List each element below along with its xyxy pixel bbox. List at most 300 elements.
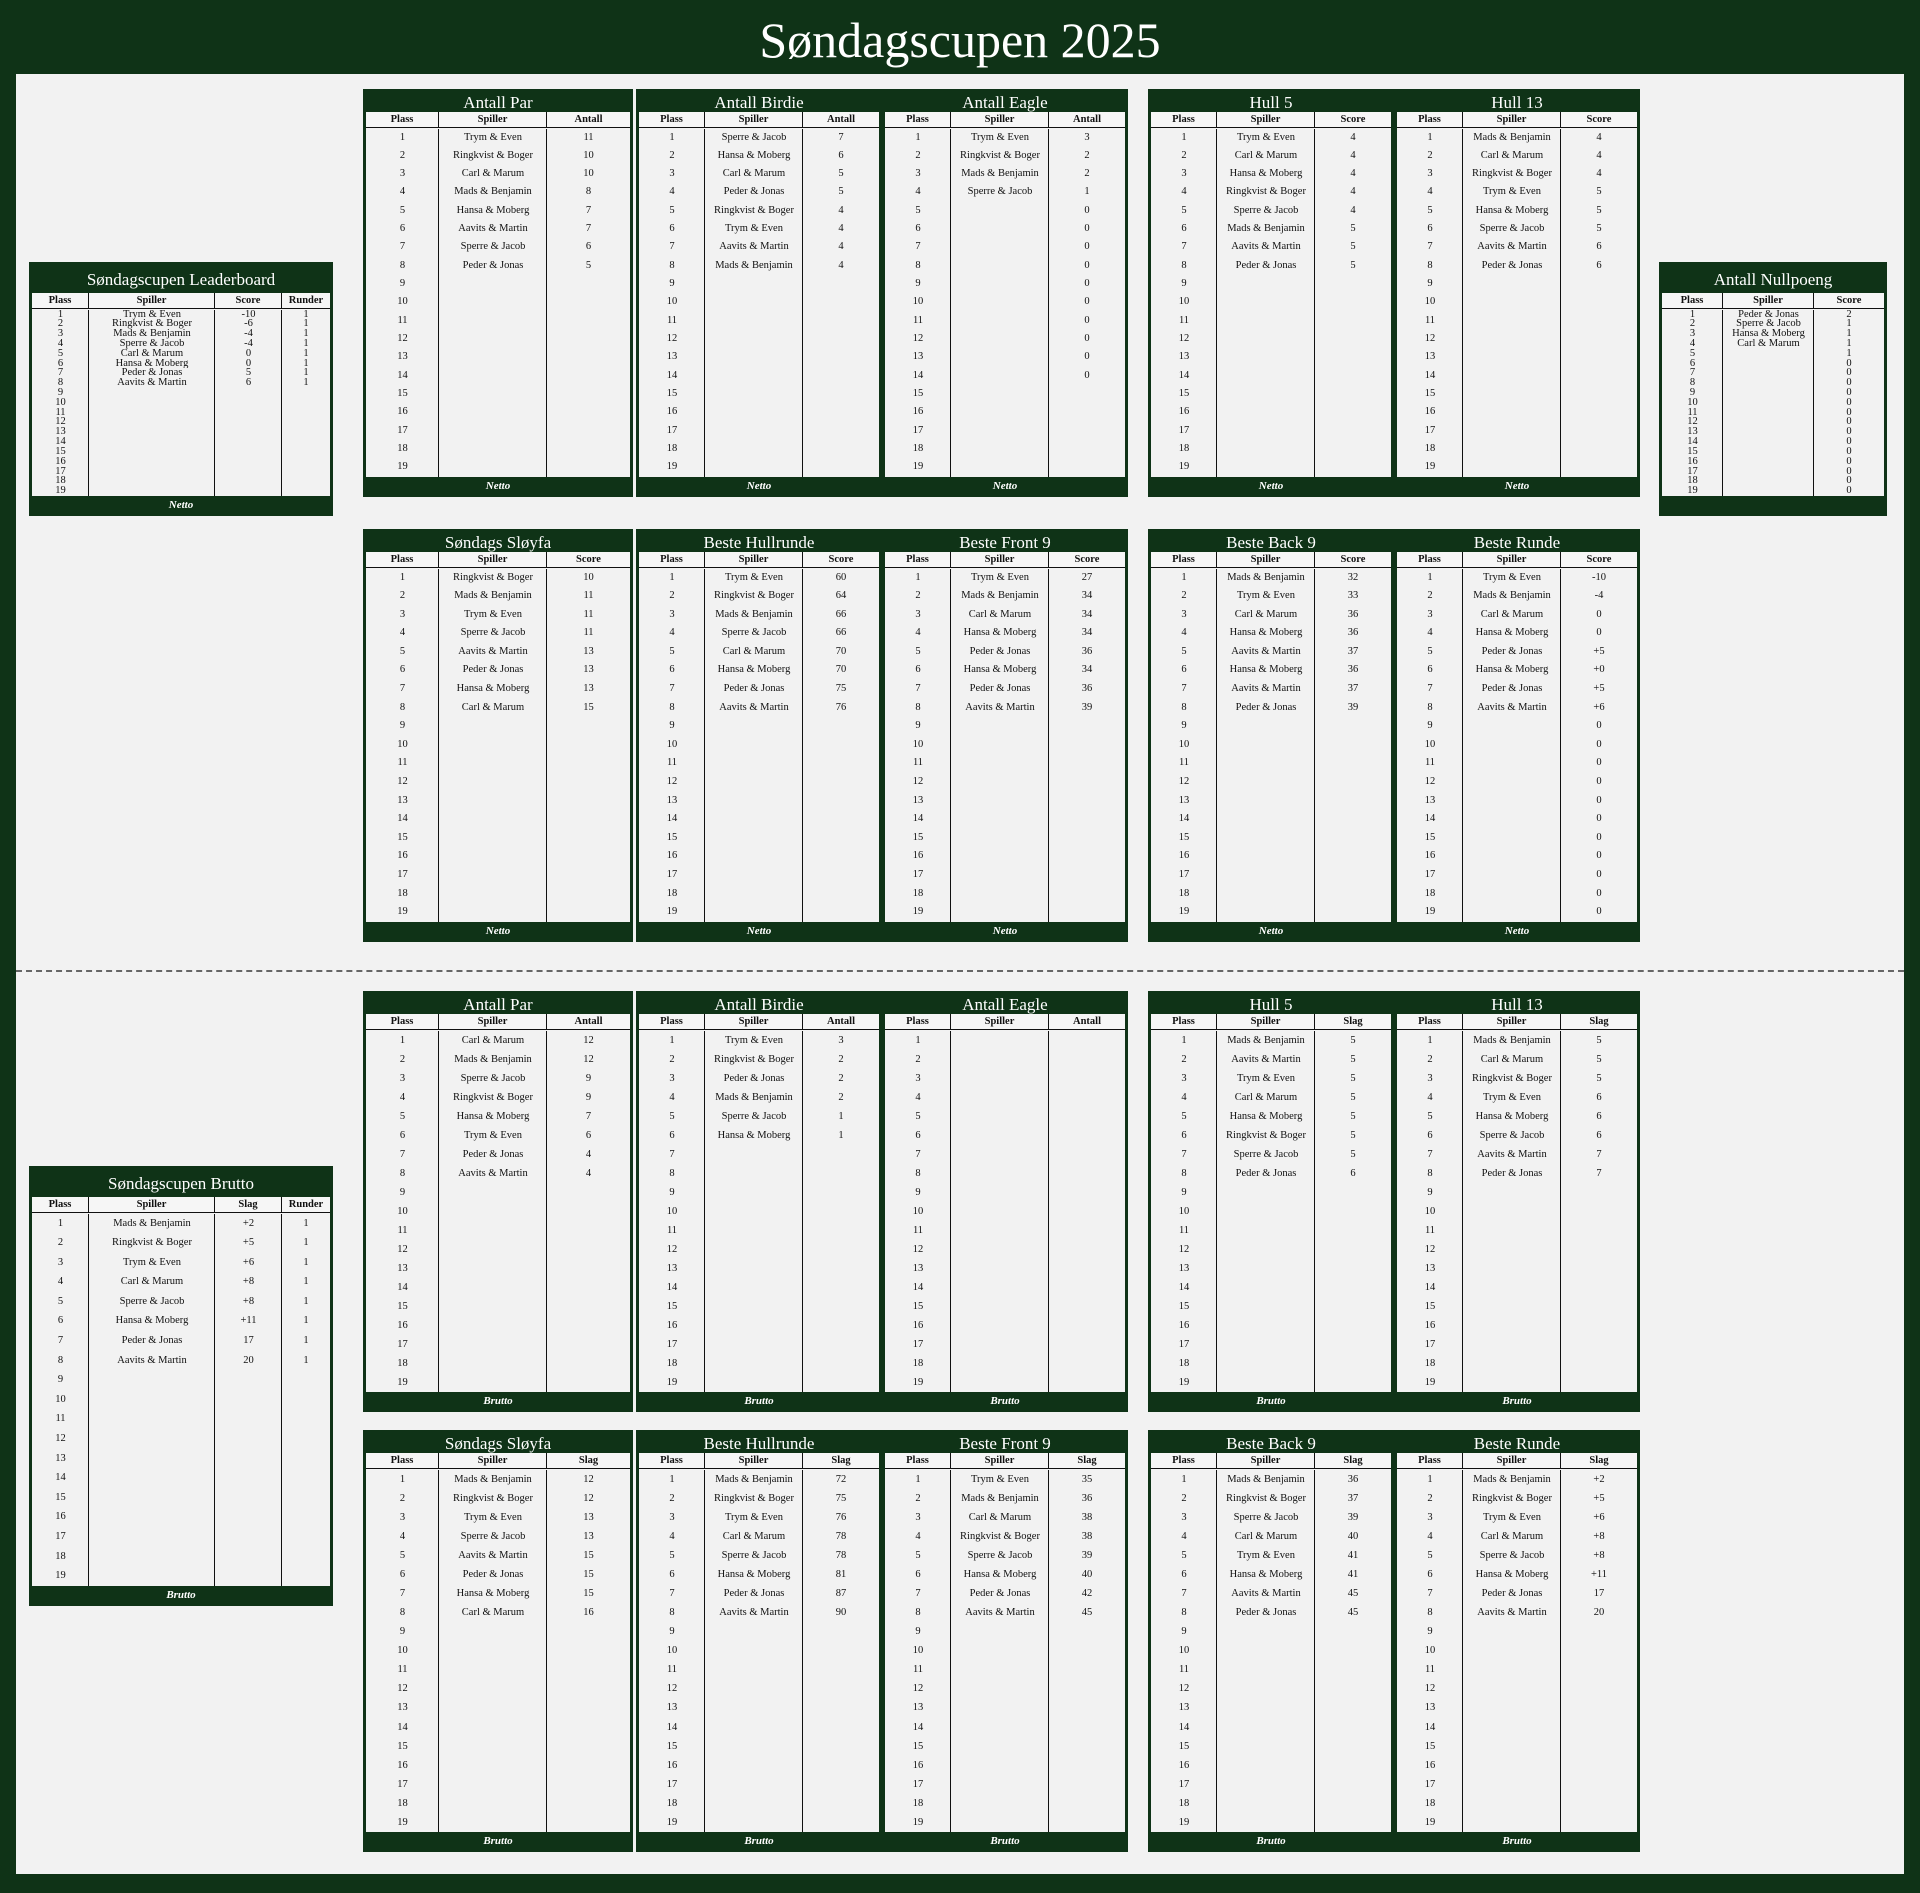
table-row xyxy=(1397,1737,1637,1756)
player-cell xyxy=(89,417,215,427)
value-cell: +2 xyxy=(1593,1473,1605,1485)
table-title: Søndagscupen Leaderboard xyxy=(86,270,276,289)
player-cell: Sperre & Jacob xyxy=(721,627,787,639)
value-cell xyxy=(547,1297,630,1316)
player-cell xyxy=(705,885,803,904)
value-cell xyxy=(547,1183,630,1202)
place-cell: 15 xyxy=(912,1300,924,1312)
table-rows xyxy=(1397,129,1637,478)
table-row xyxy=(639,275,879,293)
table-row xyxy=(1151,606,1391,625)
table-row xyxy=(366,1489,630,1508)
value-cell: 0 xyxy=(1846,446,1852,457)
column-header-plass: Plass xyxy=(885,1014,951,1029)
table-row xyxy=(885,587,1125,606)
place-cell: 12 xyxy=(666,1243,678,1255)
value-cell xyxy=(1315,458,1391,476)
table-row xyxy=(32,417,330,427)
column-header-plass: Plass xyxy=(32,293,89,308)
player-cell xyxy=(951,440,1049,458)
value-cell: 11 xyxy=(583,131,594,143)
value-cell xyxy=(803,1813,879,1832)
table-row xyxy=(1151,220,1391,238)
value-cell xyxy=(1315,1794,1391,1813)
player-cell xyxy=(951,257,1049,275)
place-cell: 3 xyxy=(1427,608,1433,620)
player-cell xyxy=(1217,810,1315,829)
place-cell: 5 xyxy=(1427,1110,1433,1122)
column-header-slag: Slag xyxy=(1589,1016,1609,1027)
table-row xyxy=(885,348,1125,366)
player-cell: Ringkvist & Boger xyxy=(714,1053,794,1065)
player-cell xyxy=(89,1527,215,1547)
player-cell: Carl & Marum xyxy=(722,645,786,657)
value-cell: 5 xyxy=(1596,186,1602,198)
value-cell: 6 xyxy=(585,241,592,253)
table-row xyxy=(885,1107,1125,1126)
place-cell: 12 xyxy=(55,417,66,428)
player-cell xyxy=(951,1259,1049,1278)
table-row xyxy=(639,1240,879,1259)
value-cell xyxy=(547,312,630,330)
value-cell xyxy=(1561,1622,1637,1641)
table-row xyxy=(366,330,630,348)
column-header-plass: Plass xyxy=(1151,112,1217,127)
table-row xyxy=(1662,408,1884,418)
column-header-antall: Antall xyxy=(574,114,603,125)
column-header-score: Score xyxy=(576,554,601,565)
value-cell xyxy=(547,1756,630,1775)
table-rows xyxy=(366,1031,630,1393)
player-cell xyxy=(1217,829,1315,848)
place-cell: 15 xyxy=(666,1300,678,1312)
table-beste-runde xyxy=(1394,1430,1640,1852)
value-cell xyxy=(1049,1794,1125,1813)
table-title: Beste Back 9 xyxy=(1226,533,1316,552)
player-cell: Hansa & Moberg xyxy=(717,1568,791,1580)
table-row xyxy=(366,312,630,330)
value-cell xyxy=(1561,1278,1637,1297)
player-cell: Mads & Benjamin xyxy=(715,1473,793,1485)
place-cell: 6 xyxy=(1689,358,1696,369)
value-cell: 1 xyxy=(1846,348,1852,359)
place-cell: 18 xyxy=(666,887,678,899)
table-row xyxy=(1151,1794,1391,1813)
column-header-row xyxy=(885,1014,1125,1030)
place-cell: 11 xyxy=(55,407,66,418)
value-cell: 0 xyxy=(1596,869,1602,880)
value-cell xyxy=(282,1390,330,1410)
value-cell xyxy=(282,1566,330,1586)
player-cell xyxy=(1217,1221,1315,1240)
place-cell: 8 xyxy=(57,1354,64,1366)
value-cell: 1 xyxy=(303,338,309,349)
place-cell: 17 xyxy=(666,1338,678,1350)
value-cell xyxy=(1049,792,1125,811)
place-cell: 7 xyxy=(915,1587,921,1599)
player-cell: Aavits & Martin xyxy=(458,1549,528,1561)
table-row xyxy=(1397,810,1637,829)
table-rows xyxy=(885,569,1125,923)
place-cell: 17 xyxy=(55,466,66,477)
place-cell: 19 xyxy=(666,1376,678,1388)
table-row xyxy=(32,408,330,418)
column-header-plass: Plass xyxy=(32,1197,89,1212)
table-row xyxy=(1151,275,1391,293)
player-cell xyxy=(705,1259,803,1278)
value-cell: 39 xyxy=(1347,1511,1359,1523)
value-cell xyxy=(282,1507,330,1527)
value-cell xyxy=(1049,1164,1125,1183)
table-row xyxy=(885,1756,1125,1775)
table-row xyxy=(1151,1316,1391,1335)
value-cell xyxy=(547,754,630,773)
column-header-plass: Plass xyxy=(366,1453,439,1468)
column-header-spiller: Spiller xyxy=(705,112,803,127)
value-cell xyxy=(803,1145,879,1164)
value-cell xyxy=(547,1221,630,1240)
player-cell xyxy=(1723,349,1814,359)
value-cell xyxy=(547,275,630,293)
player-cell: Aavits & Martin xyxy=(719,1607,789,1619)
player-cell xyxy=(705,1794,803,1813)
place-cell: 2 xyxy=(399,590,406,602)
place-cell: 1 xyxy=(669,571,675,583)
value-cell xyxy=(282,1409,330,1429)
value-cell xyxy=(1315,367,1391,385)
player-cell xyxy=(705,348,803,366)
player-cell xyxy=(89,1390,215,1410)
place-cell: 18 xyxy=(397,1797,408,1809)
table-row xyxy=(1397,1603,1637,1622)
table-row xyxy=(639,1622,879,1641)
place-cell: 16 xyxy=(1424,850,1436,862)
player-cell xyxy=(951,1660,1049,1679)
player-cell xyxy=(951,829,1049,848)
table-row xyxy=(366,624,630,643)
place-cell: 11 xyxy=(912,1664,924,1676)
player-cell xyxy=(439,1622,547,1641)
place-cell: 11 xyxy=(55,1413,66,1425)
value-cell xyxy=(215,467,282,477)
table-title: Antall Nullpoeng xyxy=(1713,270,1833,289)
value-cell: 34 xyxy=(1081,590,1093,602)
place-cell: 8 xyxy=(915,1167,921,1179)
table-row xyxy=(1151,403,1391,421)
value-cell xyxy=(803,1354,879,1373)
value-cell: 0 xyxy=(1846,397,1852,408)
value-cell xyxy=(1315,903,1391,922)
table-hull-13 xyxy=(1394,991,1640,1412)
place-cell: 11 xyxy=(1178,757,1190,769)
place-cell: 7 xyxy=(399,1587,406,1599)
value-cell: 0 xyxy=(1846,388,1852,398)
value-cell xyxy=(1049,1297,1125,1316)
place-cell: 9 xyxy=(399,278,406,290)
player-cell xyxy=(951,1718,1049,1737)
player-cell xyxy=(951,238,1049,256)
player-cell: Aavits & Martin xyxy=(965,701,1035,713)
player-cell: Mads & Benjamin xyxy=(1473,1473,1551,1485)
place-cell: 13 xyxy=(55,427,66,438)
player-cell: Trym & Even xyxy=(725,1034,783,1046)
player-cell xyxy=(1217,792,1315,811)
value-cell xyxy=(1561,1354,1637,1373)
place-cell: 5 xyxy=(915,204,921,216)
table-row xyxy=(639,1698,879,1717)
place-cell: 1 xyxy=(1181,1034,1187,1046)
place-cell: 2 xyxy=(915,149,921,161)
player-cell xyxy=(951,1316,1049,1335)
table-row xyxy=(639,1660,879,1679)
player-cell xyxy=(1217,1660,1315,1679)
place-cell: 16 xyxy=(1424,406,1436,418)
place-cell: 12 xyxy=(1178,1243,1190,1255)
value-cell: 6 xyxy=(1350,1167,1356,1179)
column-header-row xyxy=(366,112,630,128)
place-cell: 19 xyxy=(1178,1816,1190,1828)
table-row xyxy=(366,1373,630,1392)
place-cell: 4 xyxy=(1181,627,1187,639)
table-row xyxy=(366,220,630,238)
player-cell: Sperre & Jacob xyxy=(1479,1549,1545,1561)
table-row xyxy=(1397,293,1637,311)
table-body xyxy=(366,112,630,477)
player-cell xyxy=(1463,1297,1561,1316)
place-cell: 14 xyxy=(1687,437,1698,447)
table-row xyxy=(1397,1756,1637,1775)
place-cell: 17 xyxy=(1178,1338,1190,1350)
table-row xyxy=(1151,385,1391,403)
value-cell: 0 xyxy=(1084,369,1090,381)
place-cell: 4 xyxy=(915,1530,921,1542)
player-cell: Ringkvist & Boger xyxy=(1226,1129,1306,1141)
place-cell: 18 xyxy=(1178,443,1190,455)
column-header-plass: Plass xyxy=(885,1453,951,1468)
player-cell xyxy=(439,1202,547,1221)
table-row xyxy=(1397,1145,1637,1164)
value-cell xyxy=(1561,1259,1637,1278)
value-cell xyxy=(282,1547,330,1567)
value-cell: -4 xyxy=(244,329,253,339)
player-cell xyxy=(1463,1641,1561,1660)
value-cell xyxy=(1561,275,1637,293)
value-cell: 0 xyxy=(1846,358,1852,369)
player-cell: Peder & Jonas xyxy=(1235,259,1297,271)
board-panel xyxy=(16,74,1904,1874)
player-cell xyxy=(951,847,1049,866)
table-row xyxy=(639,293,879,311)
player-cell: Trym & Even xyxy=(464,1129,522,1141)
value-cell xyxy=(215,1409,282,1429)
value-cell: 34 xyxy=(1081,664,1093,676)
place-cell: 19 xyxy=(912,1376,924,1388)
value-cell: 87 xyxy=(835,1587,847,1599)
table-row xyxy=(366,1546,630,1565)
place-cell: 2 xyxy=(1181,590,1187,602)
value-cell: 5 xyxy=(1350,1148,1356,1160)
table-rows xyxy=(885,1031,1125,1393)
value-cell xyxy=(547,385,630,403)
column-header-spiller: Spiller xyxy=(1463,1453,1561,1468)
table-row xyxy=(639,1088,879,1107)
place-cell: 1 xyxy=(57,1217,64,1229)
place-cell: 6 xyxy=(1427,1129,1433,1141)
value-cell: 11 xyxy=(583,590,594,602)
place-cell: 9 xyxy=(1427,1186,1433,1198)
table-footer: Brutto xyxy=(990,1395,1020,1407)
player-cell xyxy=(951,1641,1049,1660)
value-cell: +6 xyxy=(242,1256,255,1268)
value-cell xyxy=(1561,1698,1637,1717)
table-row xyxy=(1397,587,1637,606)
value-cell: 76 xyxy=(835,1511,847,1523)
value-cell xyxy=(1049,866,1125,885)
player-cell xyxy=(705,422,803,440)
place-cell: 5 xyxy=(1427,204,1433,216)
place-cell: 19 xyxy=(55,1570,66,1582)
place-cell: 13 xyxy=(912,1262,924,1274)
value-cell: 5 xyxy=(1350,1053,1356,1065)
column-header-spiller: Spiller xyxy=(89,1197,215,1212)
player-cell xyxy=(1217,1679,1315,1698)
player-cell: Hansa & Moberg xyxy=(456,683,530,695)
column-header-score: Score xyxy=(828,554,854,565)
place-cell: 2 xyxy=(1427,1492,1433,1504)
value-cell xyxy=(1315,773,1391,792)
table-row xyxy=(1151,440,1391,458)
table-row xyxy=(885,1470,1125,1489)
place-cell: 17 xyxy=(1424,1338,1436,1350)
table-title: Beste Hullrunde xyxy=(703,1434,815,1453)
value-cell xyxy=(547,829,630,848)
player-cell xyxy=(951,1297,1049,1316)
place-cell: 8 xyxy=(1689,378,1696,388)
player-cell xyxy=(439,275,547,293)
place-cell: 19 xyxy=(1424,461,1436,473)
value-cell: 5 xyxy=(1596,223,1602,235)
table-row xyxy=(885,458,1125,476)
place-cell: 3 xyxy=(1181,1072,1187,1084)
player-cell xyxy=(1217,348,1315,366)
place-cell: 17 xyxy=(397,1338,408,1350)
value-cell xyxy=(1315,1202,1391,1221)
player-cell xyxy=(705,312,803,330)
table-row xyxy=(1151,293,1391,311)
table-row xyxy=(885,1278,1125,1297)
place-cell: 17 xyxy=(1424,869,1436,880)
player-cell xyxy=(439,847,547,866)
value-cell: 4 xyxy=(585,1167,592,1179)
value-cell: 6 xyxy=(585,1129,592,1141)
player-cell: Hansa & Moberg xyxy=(1229,168,1303,180)
value-cell xyxy=(1315,293,1391,311)
value-cell xyxy=(215,457,282,467)
place-cell: 8 xyxy=(1427,701,1433,713)
place-cell: 13 xyxy=(1178,794,1190,806)
place-cell: 2 xyxy=(57,319,64,330)
table-row xyxy=(1662,310,1884,320)
value-cell xyxy=(1315,810,1391,829)
player-cell xyxy=(951,1679,1049,1698)
table-row xyxy=(639,866,879,885)
player-cell: Aavits & Martin xyxy=(1231,1053,1301,1065)
place-cell: 10 xyxy=(1687,397,1698,408)
player-cell xyxy=(1463,458,1561,476)
player-cell xyxy=(951,885,1049,904)
table-row xyxy=(1662,388,1884,398)
place-cell: 6 xyxy=(915,223,921,235)
player-cell: Hansa & Moberg xyxy=(115,1315,189,1327)
table-row xyxy=(1397,1031,1637,1050)
place-cell: 14 xyxy=(1424,813,1436,825)
value-cell xyxy=(1049,1221,1125,1240)
value-cell xyxy=(547,1641,630,1660)
player-cell: Carl & Marum xyxy=(968,608,1032,620)
table-row xyxy=(1397,1527,1637,1546)
table-row xyxy=(366,348,630,366)
value-cell: 3 xyxy=(1084,131,1090,143)
value-cell xyxy=(1561,458,1637,476)
value-cell xyxy=(547,1259,630,1278)
player-cell xyxy=(705,736,803,755)
place-cell: 12 xyxy=(1424,333,1436,345)
table-row xyxy=(639,699,879,718)
table-row xyxy=(1397,348,1637,366)
place-cell: 19 xyxy=(1178,461,1190,473)
place-cell: 12 xyxy=(397,1683,408,1695)
player-cell xyxy=(439,1756,547,1775)
place-cell: 3 xyxy=(669,608,675,620)
value-cell: 0 xyxy=(1084,278,1090,290)
table-row xyxy=(366,1335,630,1354)
place-cell: 12 xyxy=(1424,1243,1436,1255)
table-row xyxy=(885,403,1125,421)
table-row xyxy=(1151,1603,1391,1622)
place-cell: 8 xyxy=(669,1607,675,1619)
table-row xyxy=(885,1354,1125,1373)
value-cell: 6 xyxy=(1596,1129,1602,1141)
table-row xyxy=(366,1813,630,1832)
column-header-slag: Slag xyxy=(578,1455,599,1466)
value-cell: 45 xyxy=(1347,1607,1359,1619)
player-cell: Aavits & Martin xyxy=(719,241,789,253)
column-header-antall: Antall xyxy=(1072,114,1101,125)
player-cell xyxy=(89,398,215,408)
value-cell: 75 xyxy=(835,1492,847,1504)
table-rows xyxy=(1151,1031,1391,1393)
player-cell xyxy=(705,1240,803,1259)
player-cell: Trym & Even xyxy=(123,1256,181,1268)
place-cell: 12 xyxy=(1178,333,1190,345)
player-cell xyxy=(439,312,547,330)
place-cell: 2 xyxy=(669,1492,675,1504)
player-cell: Aavits & Martin xyxy=(458,1167,528,1179)
table-footer: Netto xyxy=(1504,480,1530,492)
value-cell xyxy=(1561,367,1637,385)
place-cell: 8 xyxy=(1427,259,1433,271)
table-row xyxy=(1151,330,1391,348)
table-row xyxy=(639,624,879,643)
player-cell xyxy=(1217,1756,1315,1775)
table-row xyxy=(1151,1489,1391,1508)
player-cell xyxy=(1463,1354,1561,1373)
place-cell: 7 xyxy=(399,1148,406,1160)
value-cell xyxy=(1049,1069,1125,1088)
value-cell xyxy=(1049,773,1125,792)
table-row xyxy=(366,275,630,293)
place-cell: 10 xyxy=(1178,1645,1190,1657)
